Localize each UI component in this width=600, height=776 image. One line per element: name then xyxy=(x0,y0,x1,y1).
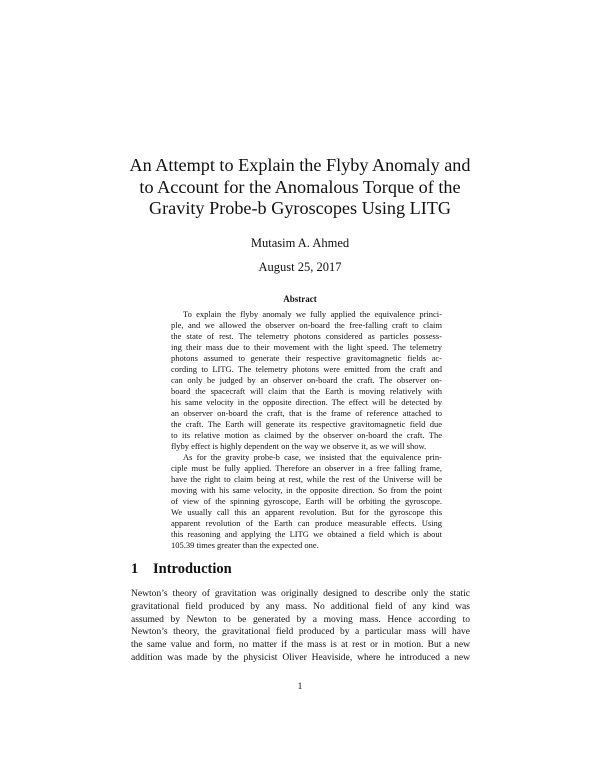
abstract-line: an observer on-board the craft, that is the frame of reference attached to xyxy=(171,408,442,418)
section-heading xyxy=(131,561,232,578)
abstract-line: As for the gravity probe-b case, we insisted that the equivalence prin- xyxy=(183,452,442,462)
abstract-line: We usually call this an apparent revolution. But for the gyroscope this xyxy=(171,507,442,517)
abstract-line: to its relative motion as claimed by the observer on-board the craft. The xyxy=(171,430,442,440)
body-line: gravitational field produced by any mass. No additional field of any kind was xyxy=(131,600,470,612)
abstract-line: flyby effect is highly dependent on the way we observe it, as we will show. xyxy=(171,441,427,451)
abstract-line: can only be judged by an observer on-board the craft. The observer on- xyxy=(171,375,442,385)
paper-title xyxy=(100,155,500,220)
body-line: Newton’s theory, the gravitational field produced by a particular mass will have xyxy=(131,626,470,638)
abstract-line: moving with his same velocity, in the opposite direction. So from the point xyxy=(171,485,442,495)
page-number: 1 xyxy=(297,682,303,692)
abstract-paragraph-1 xyxy=(171,309,442,452)
abstract-line: ing their mass due to their movement with the light speed. The telemetry xyxy=(171,342,442,352)
abstract-line: 105.39 times greater than the expected one. xyxy=(171,540,319,550)
abstract-line: apparent revolution of the Earth can produce measurable effects. Using xyxy=(171,518,442,528)
author-name: Mutasim A. Ahmed xyxy=(250,236,350,250)
abstract-line: the state of rest. The telemetry photons considered as particles possess- xyxy=(171,331,442,341)
title-line: Gravity Probe-b Gyroscopes Using LITG xyxy=(148,198,452,218)
abstract-line: cording to LITG. The telemetry photons were emitted from the craft and xyxy=(171,364,442,374)
body-line: the same value and form, no matter if the mass is at rest or in motion. But a new xyxy=(131,639,470,651)
abstract-line: his same velocity in the opposite direction. The effect will be detected by xyxy=(171,397,442,407)
title-line: An Attempt to Explain the Flyby Anomaly and xyxy=(129,155,471,175)
publication-date: August 25, 2017 xyxy=(258,260,342,274)
abstract-line: ple, and we allowed the observer on-board the free-falling craft to claim xyxy=(171,320,442,330)
abstract-line: To explain the flyby anomaly we fully applied the equivalence princi- xyxy=(183,309,442,319)
abstract-paragraph-2 xyxy=(171,452,442,551)
abstract-line: of view of the spinning gyroscope, Earth will be orbiting the gyroscope. xyxy=(171,496,442,506)
abstract-line: board the spacecraft will claim that the Earth is moving relatively with xyxy=(171,386,442,396)
abstract-line: photons assumed to generate their respective gravitomagnetic fields ac- xyxy=(171,353,442,363)
abstract-line: this reasoning and applying the LITG we obtained a field which is about xyxy=(171,529,442,539)
section-title: Introduction xyxy=(153,561,232,577)
abstract-line: ciple must be fully applied. Therefore an observer in a free falling frame, xyxy=(171,463,442,473)
body-line: addition was made by the physicist Oliver Heaviside, where he introduced a new xyxy=(131,651,470,663)
abstract-heading: Abstract xyxy=(283,294,317,304)
abstract-line: have the right to claim being at rest, while the rest of the Universe will be xyxy=(171,474,442,484)
intro-paragraph xyxy=(131,588,470,665)
body-line: assumed by Newton to be generated by a moving mass. Hence according to xyxy=(131,613,470,625)
body-line: Newton’s theory of gravitation was originally designed to describe only the static xyxy=(131,588,470,599)
section-number: 1 xyxy=(131,561,139,577)
abstract-line: the craft. The Earth will generate its respective gravitomagnetic field due xyxy=(171,419,442,429)
title-line: to Account for the Anomalous Torque of the xyxy=(139,176,461,197)
